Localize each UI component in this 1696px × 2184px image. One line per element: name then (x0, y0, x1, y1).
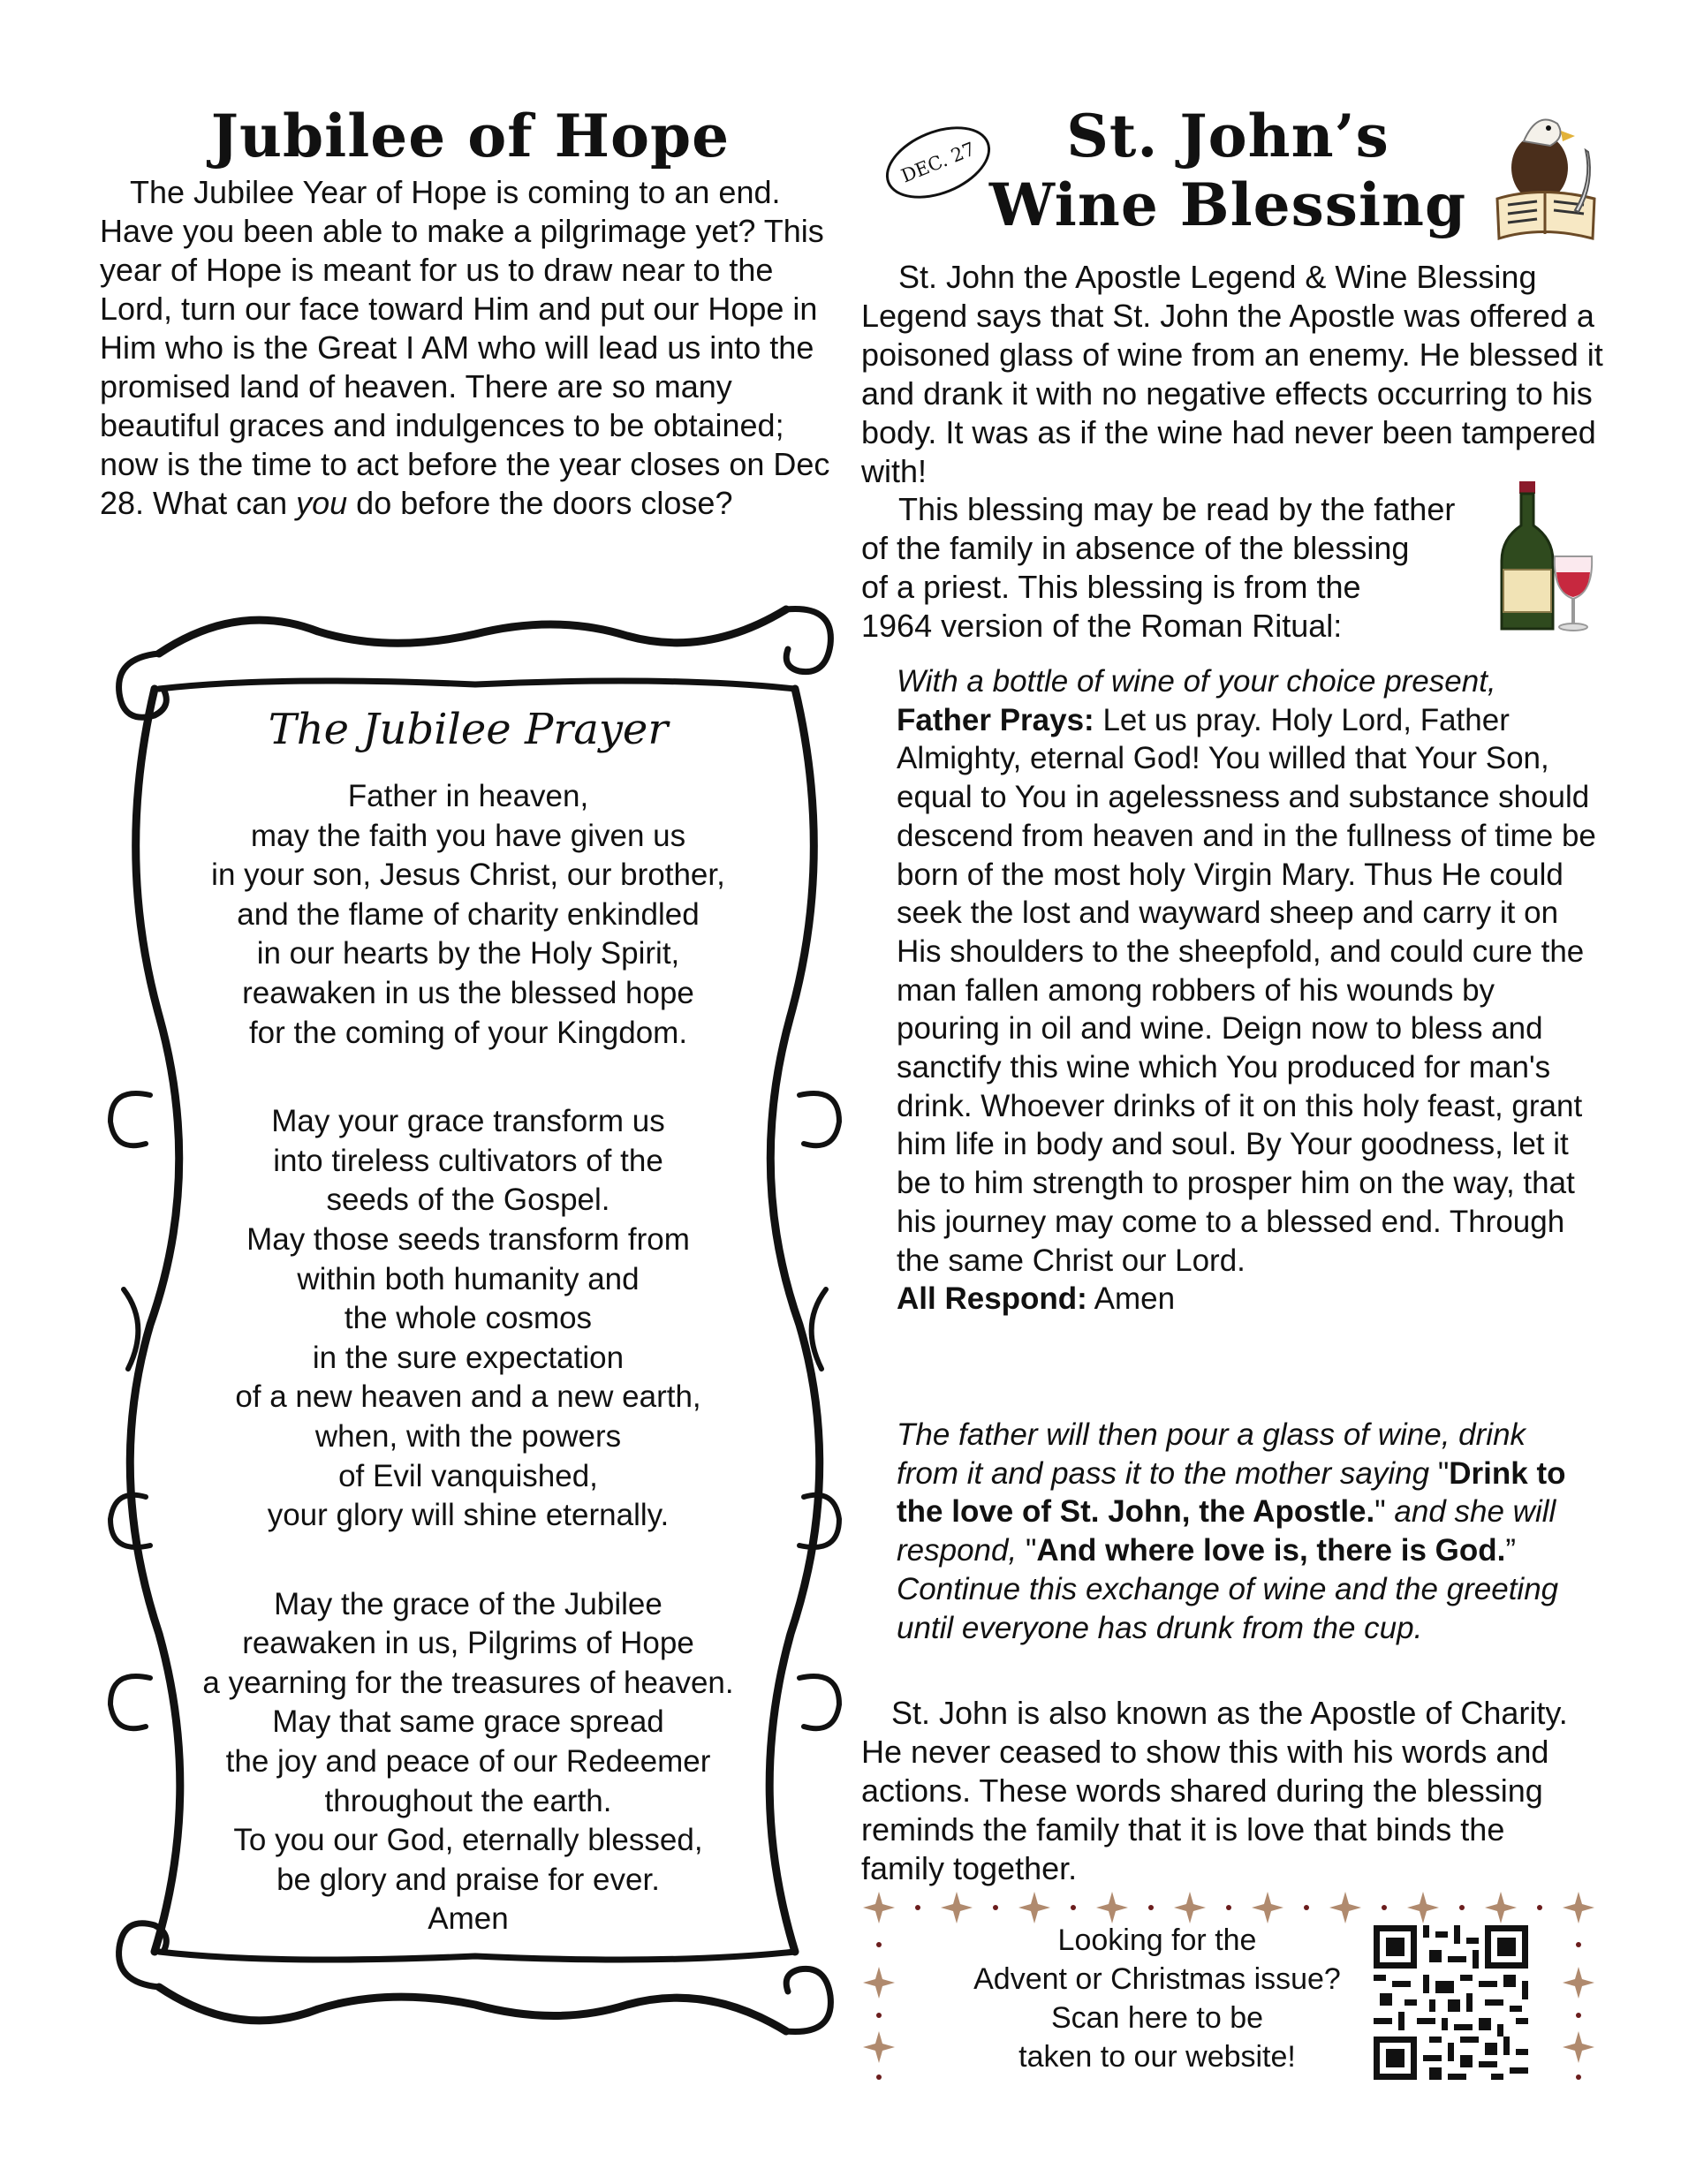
prayer-line: your glory will shine eternally. (267, 1498, 670, 1533)
qr-caption-line: Looking for the (1057, 1923, 1257, 1957)
prayer-line: in our hearts by the Holy Spirit, (256, 936, 680, 971)
intro-line: of the family in absence of the blessing (861, 530, 1410, 566)
prayer-line: reawaken in us the blessed hope (242, 975, 694, 1010)
prayer-line: in the sure expectation (312, 1340, 625, 1375)
prayer-line: when, with the powers (314, 1418, 622, 1454)
intro-line: 1964 version of the Roman Ritual: (861, 608, 1343, 644)
legend-paragraph: St. John the Apostle Legend & Wine Blessing Legend says that St. John the Apostle was offered a poisoned glass of wine from an enemy. He blessed it and drank it with no negative effects occurring to his body. It was as if the wine had never been tampered with! (861, 259, 1603, 489)
prayer-line: May that same grace spread (272, 1704, 664, 1740)
prayer-line: Father in heaven, (347, 779, 589, 813)
all-respond-label: All Respond: (897, 1281, 1087, 1317)
prayer-line: a yearning for the treasures of heaven. (202, 1665, 734, 1700)
all-respond-text: Amen (1094, 1281, 1176, 1317)
prayer-line: may the faith you have given us (250, 818, 686, 853)
prayer-line: To you our God, eternally blessed, (233, 1823, 703, 1858)
pouring-instructions: The father will then pour a glass of wine, drink from it and pass it to the mother saying "Drink to the love of St. John, the Apostle." and she will respond, "And where love is, there is God.” Continue this exchange of wine and the greeting until everyone has drunk from the cup. (897, 1417, 1566, 1645)
prayer-line: Amen (428, 1901, 509, 1937)
blessing-intro (861, 490, 1497, 646)
qr-caption-line: taken to our website! (1018, 2040, 1296, 2074)
right-title-line1: St. John’s (1066, 102, 1389, 170)
intro-line: This blessing may be read by the father (898, 491, 1456, 527)
right-title-line2: Wine Blessing (988, 170, 1467, 239)
jubilee-prayer (155, 777, 782, 1939)
prayer-line: the joy and peace of our Redeemer (225, 1744, 711, 1780)
prayer-line: be glory and praise for ever. (276, 1862, 660, 1897)
qr-code-icon[interactable] (1374, 1925, 1528, 2080)
prayer-stanza-1 (155, 777, 782, 1053)
jubilee-intro: The Jubilee Year of Hope is coming to an end. Have you been able to make a pilgrimage yet? This year of Hope is meant for us to draw near to the Lord, turn our face toward Him and put our Hope in Him who is the Great I AM who will lead us into the promised land of heaven. There are so many beautiful graces and indulgences to be obtained; now is the time to act before the year closes on Dec 28. What can you do before the doors close? (100, 174, 830, 521)
prayer-line: within both humanity and (297, 1261, 640, 1296)
prayer-title: The Jubilee Prayer (268, 705, 669, 754)
blessing-rite (897, 662, 1603, 1319)
prayer-stanza-2 (155, 1102, 782, 1536)
qr-caption (919, 1921, 1396, 2076)
qr-caption-line: Scan here to be (1050, 2001, 1264, 2035)
prayer-line: May the grace of the Jubilee (274, 1586, 662, 1621)
prayer-line: reawaken in us, Pilgrims of Hope (242, 1626, 694, 1661)
prayer-line: and the flame of charity enkindled (237, 896, 700, 932)
prayer-line: of Evil vanquished, (338, 1458, 598, 1493)
prayer-line: of a new heaven and a new earth, (235, 1379, 701, 1415)
prayer-line: throughout the earth. (324, 1783, 612, 1818)
eagle-book-icon (1488, 106, 1603, 243)
prayer-line: for the coming of your Kingdom. (248, 1015, 688, 1050)
qr-caption-line: Advent or Christmas issue? (973, 1962, 1341, 1996)
left-title: Jubilee of Hope (210, 102, 731, 170)
prayer-line: seeds of the Gospel. (326, 1183, 610, 1218)
prayer-line: in your son, Jesus Christ, our brother, (211, 858, 725, 893)
rite-intro: With a bottle of wine of your choice present, (897, 664, 1496, 699)
prayer-line: May those seeds transform from (246, 1221, 690, 1257)
wine-bottle-glass-icon (1493, 477, 1599, 636)
prayer-line: May your grace transform us (271, 1104, 665, 1139)
father-prays-label: Father Prays: (897, 702, 1094, 737)
rite-prayer: Let us pray. Holy Lord, Father Almighty, eternal God! You willed that Your Son, equal to You in agelessness and substance should descend from heaven and in the fullness of time be born of the most holy Virgin Mary. Thus He could seek the lost and wayward sheep and carry it on His shoulders to the sheepfold, and could cure the man fallen among robbers of his wounds by pouring in oil and wine. Deign now to bless and sanctify this wine which You produced for man's drink. Whoever drinks of it on this holy feast, grant him life in body and soul. By Your goodness, let it be to him strength to prosper him on the way, that his journey may come to a blessed end. Through the same Christ our Lord. (897, 702, 1596, 1278)
prayer-line: the whole cosmos (344, 1301, 593, 1336)
charity-paragraph: St. John is also known as the Apostle of Charity. He never ceased to show this with his words and actions. These words shared during the blessing reminds the family that it is love that binds the family together. (861, 1695, 1568, 1886)
intro-line: of a priest. This blessing is from the (861, 569, 1361, 605)
date-badge: DEC. 27 (875, 112, 1001, 212)
prayer-line: into tireless cultivators of the (273, 1143, 663, 1178)
prayer-stanza-3 (155, 1585, 782, 1939)
